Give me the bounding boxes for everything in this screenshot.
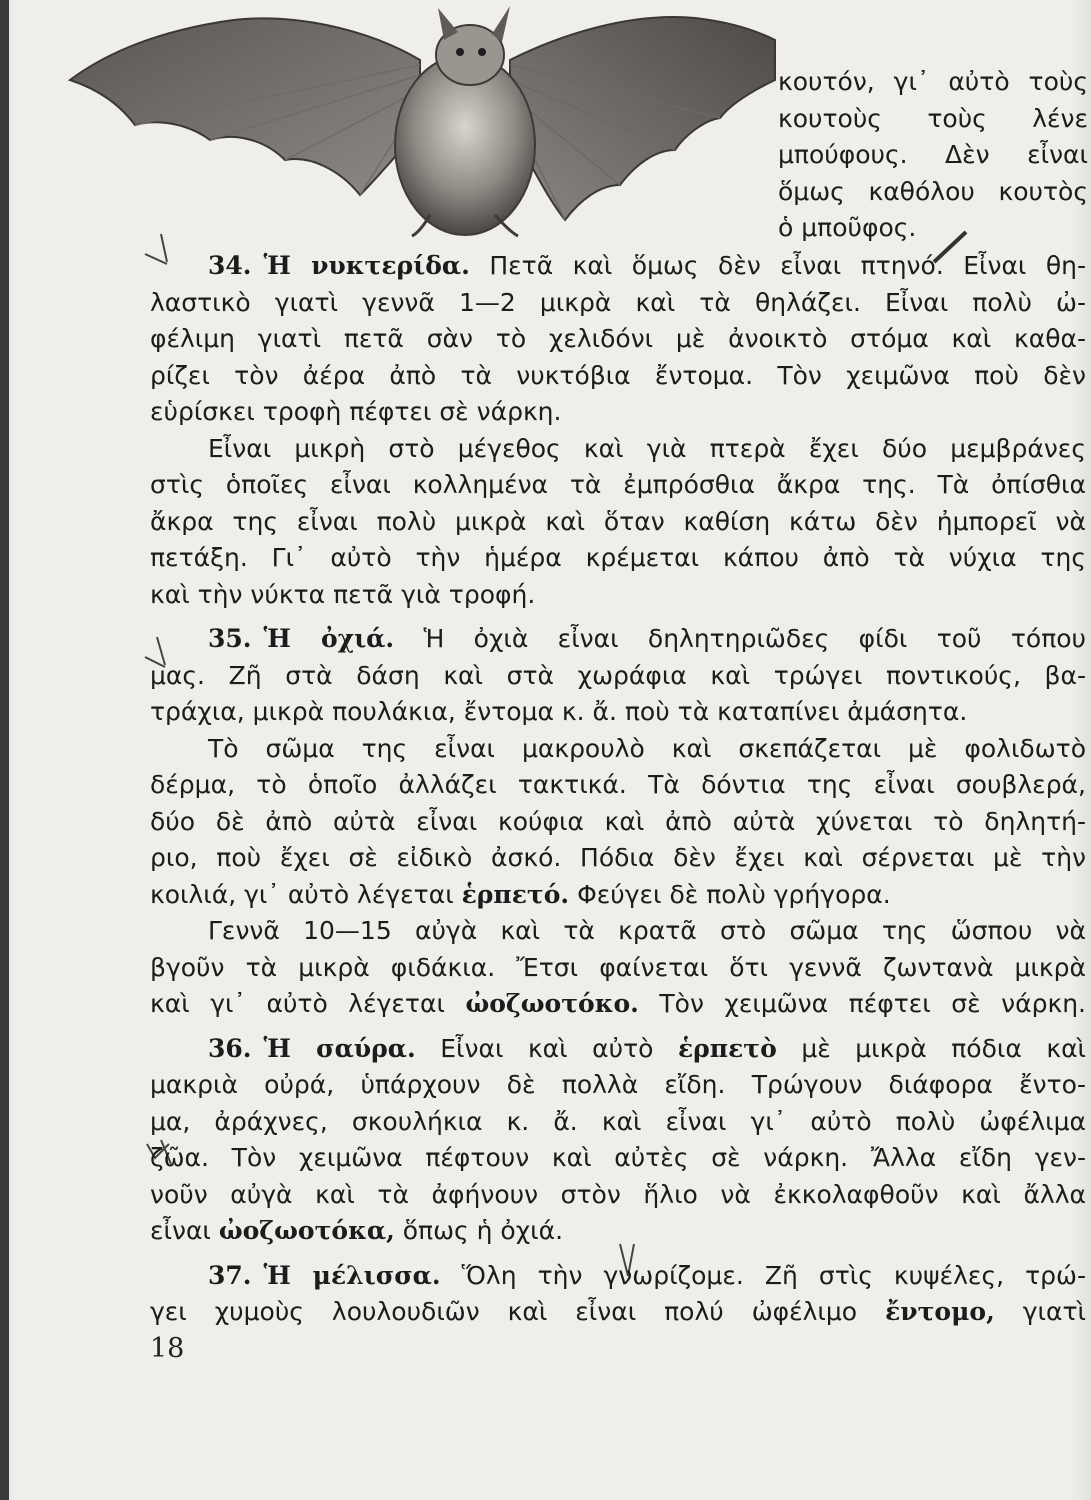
section-34 (150, 248, 1086, 431)
section-35-heading-line (150, 621, 1086, 658)
section-34-paragraph-2 (150, 431, 1086, 614)
corner-line: κουτόν, γι᾽ αὐτὸ τοὺς (778, 67, 1088, 96)
section-36-heading-line (150, 1031, 1086, 1068)
text-line: Εἶναι μικρὴ στὸ μέγεθος καὶ γιὰ πτερὰ ἔχει δύο μεμβράνες (208, 433, 1086, 463)
text-line: στὶς ὁποῖες εἶναι κολλημένα τὰ ἐμπρόσθια ἄκρα της. Τὰ ὀπίσθια (150, 470, 1086, 499)
text-line (150, 1213, 1086, 1250)
page-number: 18 (150, 1333, 185, 1364)
text-line: μας. Ζῆ στὰ δάση καὶ στὰ χωράφια καὶ τρώγει ποντικούς, βα- (150, 660, 1086, 690)
corner-line: ὅμως καθόλου κουτὸς (778, 176, 1088, 206)
section-34-heading-line (150, 248, 1086, 285)
binding-edge (0, 0, 9, 1500)
section-title: Ἡ νυκτερίδα. (263, 251, 470, 280)
text-line: βγοῦν τὰ μικρὰ φιδάκια. Ἔτσι φαίνεται ὅτι γεννᾶ ζωντανὰ μικρὰ (150, 952, 1086, 982)
section-37-heading-line (150, 1258, 1086, 1295)
text-line: Πετᾶ καὶ ὅμως δὲν εἶναι πτηνό. Εἶναι θη- (489, 251, 1087, 280)
text-run: Τὸν χειμῶνα πέφτει σὲ νάρκη. (638, 989, 1086, 1018)
text-line (150, 1294, 1086, 1331)
section-number: 35. (208, 624, 252, 653)
text-line: Τὸ σῶμα της εἶναι μακρουλὸ καὶ σκεπάζεται μὲ φολιδωτὸ (208, 733, 1086, 763)
text-line: δέρμα, τὸ ὁποῖο ἀλλάζει τακτικά. Τὰ δόντια της εἶναι σουβλερά, (150, 770, 1086, 799)
text-line: ἄκρα της εἶναι πολὺ μικρὰ καὶ ὅταν καθίση κάτω δὲν ἠμπορεῖ νὰ (150, 506, 1086, 536)
section-35-paragraph-2 (150, 731, 1086, 914)
text-run: Φεύγει δὲ πολὺ γρήγορα. (569, 879, 891, 909)
text-line: δύο δὲ ἀπὸ αὐτὰ εἶναι κούφια καὶ ἀπὸ αὐτὰ χύνεται τὸ δηλητή- (150, 806, 1086, 836)
section-35-paragraph-3 (150, 913, 1086, 1023)
section-35 (150, 621, 1086, 731)
bold-term: ἑρπετό. (461, 879, 570, 909)
body-text (150, 248, 1086, 1331)
bold-term: ἔντομο, (885, 1297, 995, 1326)
text-line: Γεννᾶ 10—15 αὐγὰ καὶ τὰ κρατᾶ στὸ σῶμα της ὥσπου νὰ (208, 916, 1086, 945)
corner-line: ὁ μποῦφος. (778, 213, 917, 242)
corner-text (778, 64, 1088, 247)
text-line: ρίζει τὸν ἀέρα ἀπὸ τὰ νυκτόβια ἔντομα. Τὸν χειμῶνα ποὺ δὲν (150, 360, 1086, 390)
bold-term: ὠοζωοτόκα, (218, 1216, 395, 1245)
text-run: γει χυμοὺς λουλουδιῶν καὶ εἶναι πολύ ὠφέλιμο (150, 1297, 886, 1326)
section-36 (150, 1031, 1086, 1250)
text-line: Ἡ ὀχιὰ εἶναι δηλητηριῶδες φίδι τοῦ τόπου (423, 624, 1087, 653)
text-run: εἶναι (150, 1216, 219, 1245)
text-line (150, 986, 1086, 1023)
text-line: καὶ τὴν νύκτα πετᾶ γιὰ τροφή. (150, 579, 536, 609)
section-title: Ἡ σαύρα. (263, 1033, 416, 1063)
bold-term: ὠοζωοτόκο. (465, 989, 639, 1018)
text-line (150, 877, 1086, 914)
text-line: εὑρίσκει τροφὴ πέφτει σὲ νάρκη. (150, 397, 562, 426)
section-title: Ἡ ὀχιά. (263, 624, 395, 653)
bat-illustration (40, 0, 780, 240)
text-line: τράχια, μικρὰ πουλάκια, ἔντομα κ. ἄ. ποὺ τὰ καταπίνει ἀμάσητα. (150, 697, 968, 726)
text-run: Εἶναι καὶ αὐτὸ (440, 1033, 678, 1063)
section-number: 34. (208, 251, 252, 280)
section-number: 37. (208, 1260, 252, 1290)
text-run: μὲ μικρὰ πόδια καὶ (776, 1033, 1087, 1063)
text-line: μα, ἀράχνες, σκουλήκια κ. ἄ. καὶ εἶναι γι᾽ αὐτὸ πολὺ ὠφέλιμα (150, 1106, 1086, 1136)
corner-line: μπούφους. Δὲν εἶναι (778, 140, 1088, 169)
text-line: λαστικὸ γιατὶ γεννᾶ 1—2 μικρὰ καὶ τὰ θηλάζει. Εἶναι πολὺ ὠ- (150, 287, 1086, 317)
section-title: Ἡ μέλισσα. (263, 1260, 441, 1290)
section-37 (150, 1258, 1086, 1331)
text-line: μακριὰ οὐρά, ὑπάρχουν δὲ πολλὰ εἴδη. Τρώγουν διάφορα ἔντο- (150, 1070, 1086, 1099)
corner-line: κουτοὺς τοὺς λένε (778, 103, 1088, 133)
text-run: κοιλιά, γι᾽ αὐτὸ λέγεται (150, 879, 462, 909)
section-number: 36. (208, 1033, 252, 1063)
text-run: ὅπως ἡ ὀχιά. (394, 1216, 564, 1245)
text-run: γιατὶ (994, 1297, 1086, 1326)
text-line: Ὅλη τὴν γνωρίζομε. Ζῆ στὶς κυψέλες, τρώ- (461, 1260, 1086, 1290)
text-line: φέλιμη γιατὶ πετᾶ σὰν τὸ χελιδόνι μὲ ἀνοικτὸ στόμα καὶ καθα- (150, 324, 1086, 353)
text-line: πετάξη. Γι᾽ αὐτὸ τὴν ἡμέρα κρέμεται κάπου ἀπὸ τὰ νύχια της (150, 543, 1086, 572)
text-line: ζῶα. Τὸν χειμῶνα πέφτουν καὶ αὐτὲς σὲ νάρκη. Ἄλλα εἴδη γεν- (150, 1143, 1086, 1172)
text-line: ριο, ποὺ ἔχει σὲ εἰδικὸ ἀσκό. Πόδια δὲν ἔχει καὶ σέρνεται μὲ τὴν (150, 843, 1086, 872)
text-line: νοῦν αὐγὰ καὶ τὰ ἀφήνουν στὸν ἥλιο νὰ ἐκκολαφθοῦν καὶ ἄλλα (150, 1179, 1086, 1209)
text-run: καὶ γι᾽ αὐτὸ λέγεται (150, 989, 466, 1018)
bold-term: ἑρπετὸ (677, 1033, 777, 1063)
